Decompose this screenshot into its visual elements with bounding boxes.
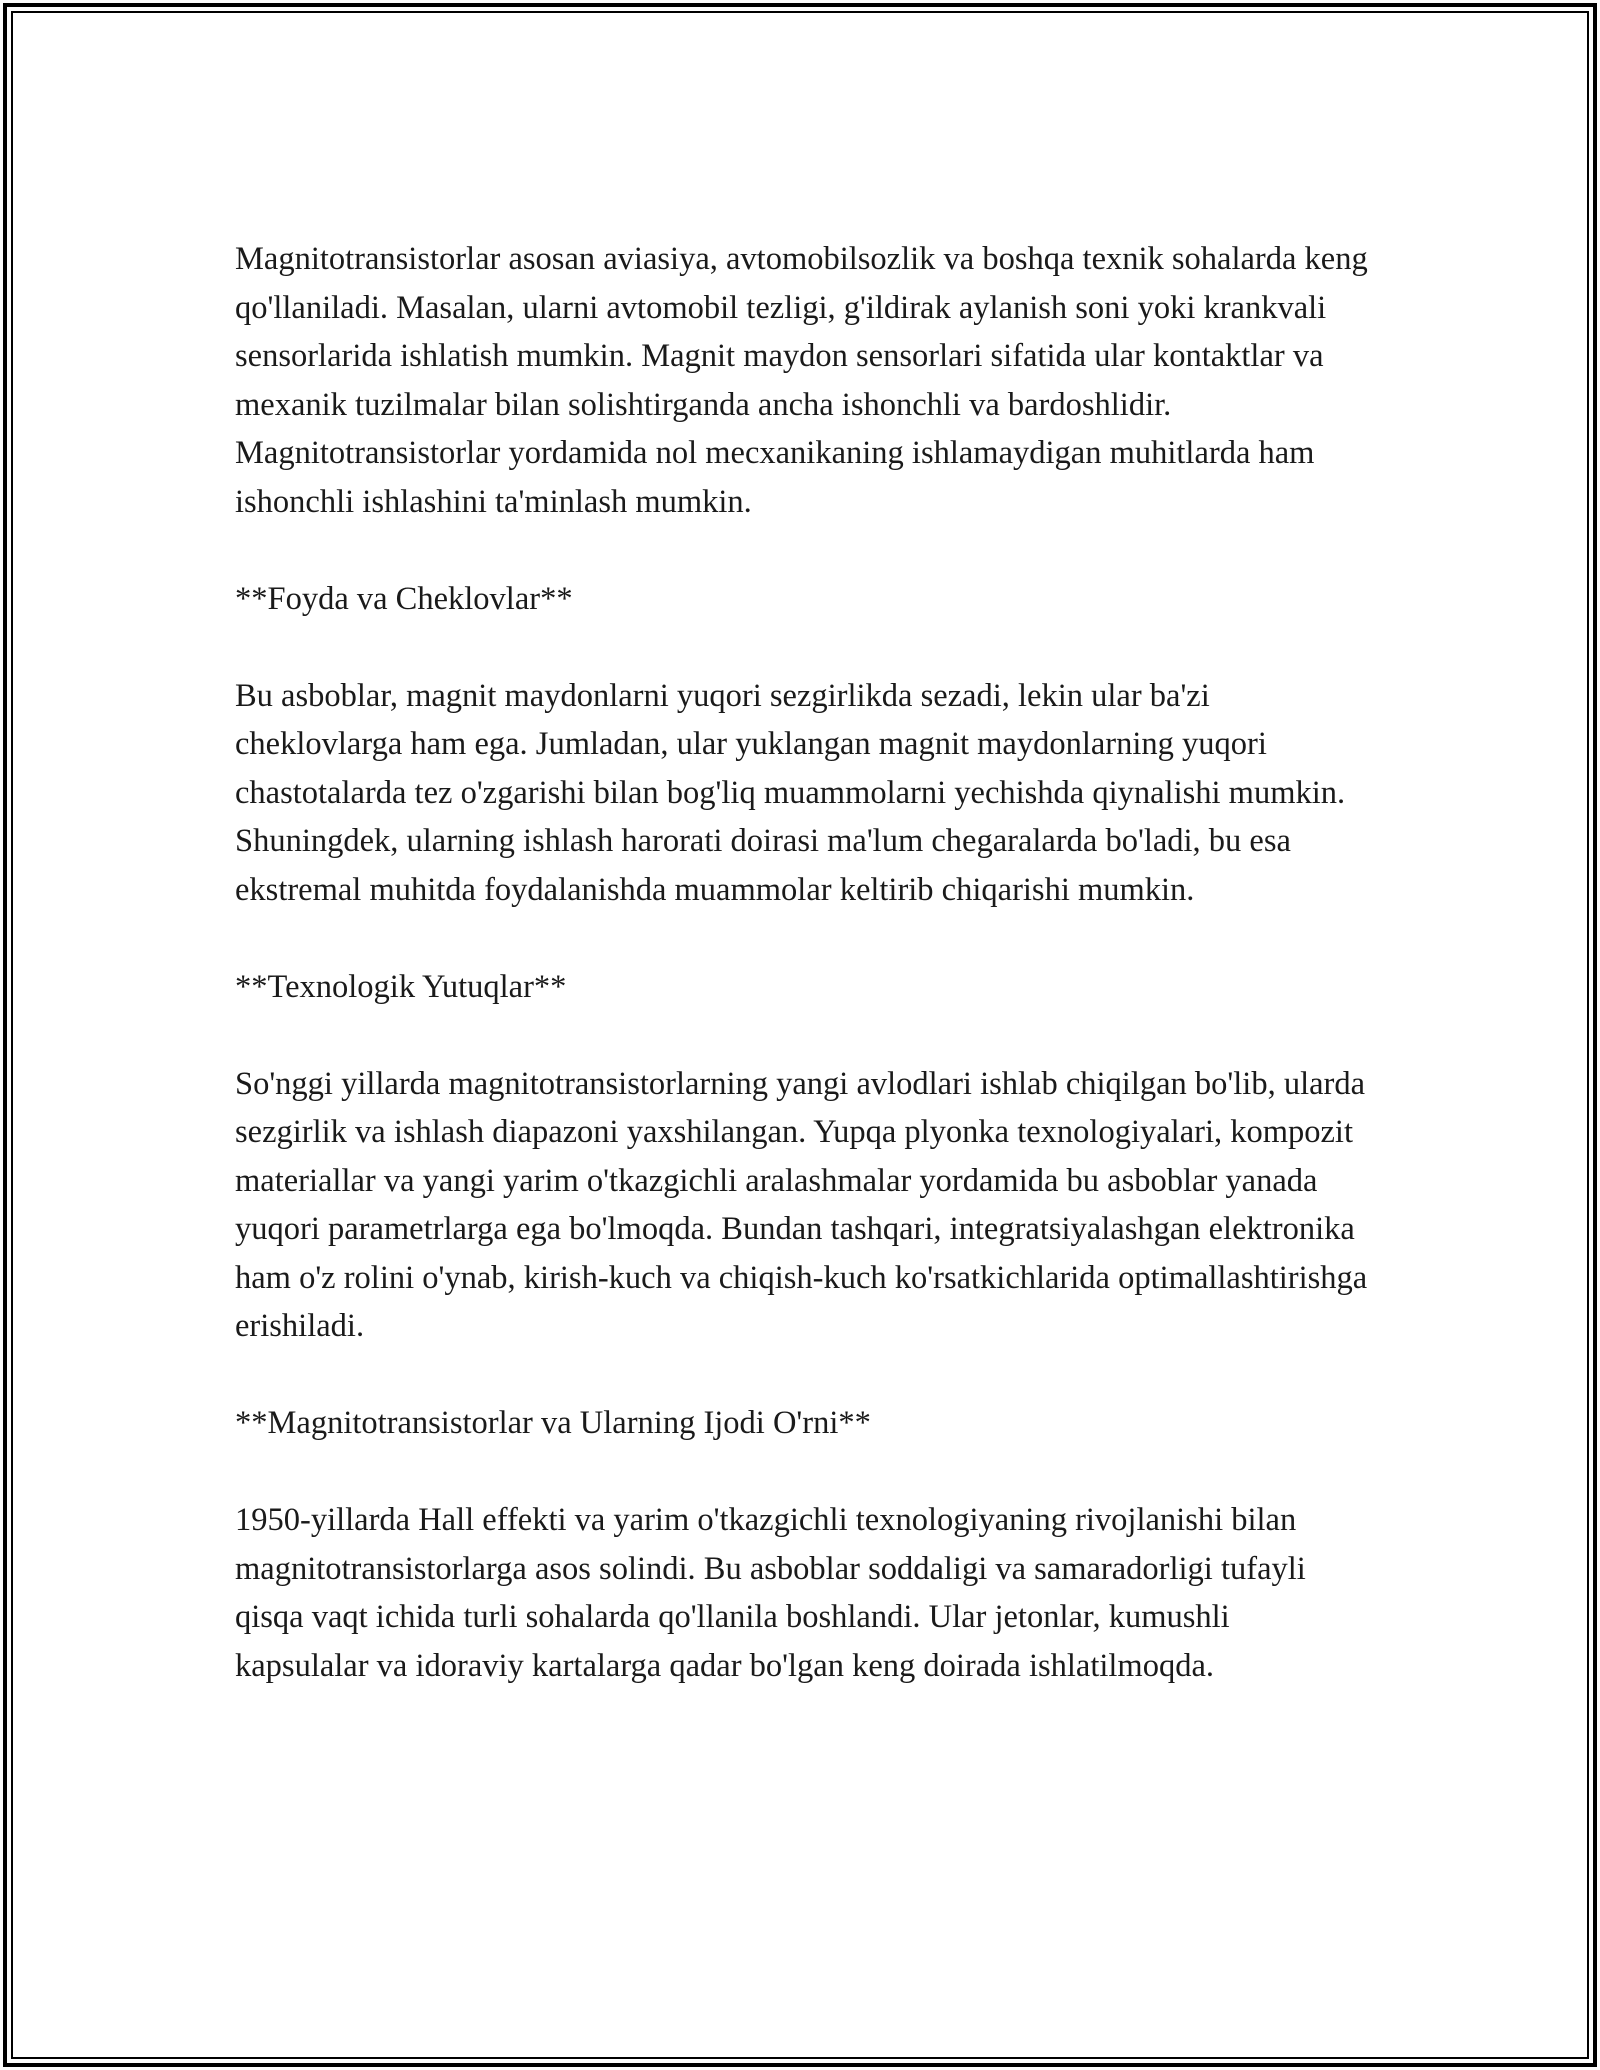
paragraph-history: 1950-yillarda Hall effekti va yarim o'tkazgichli texnologiyaning rivojlanishi bilan magnitotransistorlarga asos solindi. Bu asboblar soddaligi va samaradorligi tufayli qisqa vaqt ichida turli sohalarda qo'llanila boshlandi. Ular jetonlar, kumushli kapsulalar va idoraviy kartalarga qadar bo'lgan keng doirada ishlatilmoqda. [235,1502,1306,1684]
heading-history: **Magnitotransistorlar va Ularning Ijodi O'rni** [235,1405,871,1441]
document-body [235,235,1370,1690]
paragraph-applications: Magnitotransistorlar asosan aviasiya, avtomobilsozlik va boshqa texnik sohalarda keng qo'llaniladi. Masalan, ularni avtomobil tezligi, g'ildirak aylanish soni yoki krankvali sensorlarida ishlatish mumkin. Magnit maydon sensorlari sifatida ular kontaktlar va mexanik tuzilmalar bilan solishtirganda ancha ishonchli va bardoshlidir. Magnitotransistorlar yordamida nol mecxanikaning ishlamaydigan muhitlarda ham ishonchli ishlashini ta'minlash mumkin. [235,241,1368,520]
heading-technological-advances: **Texnologik Yutuqlar** [235,968,567,1005]
paragraph-technological-advances: So'nggi yillarda magnitotransistorlarning yangi avlodlari ishlab chiqilgan bo'lib, ularda sezgirlik va ishlash diapazoni yaxshilangan. Yupqa plyonka texnologiyalari, kompozit materiallar va yangi yarim o'tkazgichli aralashmalar yordamida bu asboblar yanada yuqori parametrlarga ega bo'lmoqda. Bundan tashqari, integratsiyalashgan elektronika ham o'z rolini o'ynab, kirish-kuch va chiqish-kuch ko'rsatkichlarida optimallashtirishga erishiladi. [235,1065,1368,1344]
heading-benefits-limitations: **Foyda va Cheklovlar** [235,580,573,617]
paragraph-benefits-limitations: Bu asboblar, magnit maydonlarni yuqori sezgirlikda sezadi, lekin ular ba'zi cheklovlarga ham ega. Jumladan, ular yuklangan magnit maydonlarning yuqori chastotalarda tez o'zgarishi bilan bog'liq muammolarni yechishda qiynalishi mumkin. Shuningdek, ularning ishlash harorati doirasi ma'lum chegaralarda bo'ladi, bu esa ekstremal muhitda foydalanishda muammolar keltirib chiqarishi mumkin. [235,677,1346,908]
